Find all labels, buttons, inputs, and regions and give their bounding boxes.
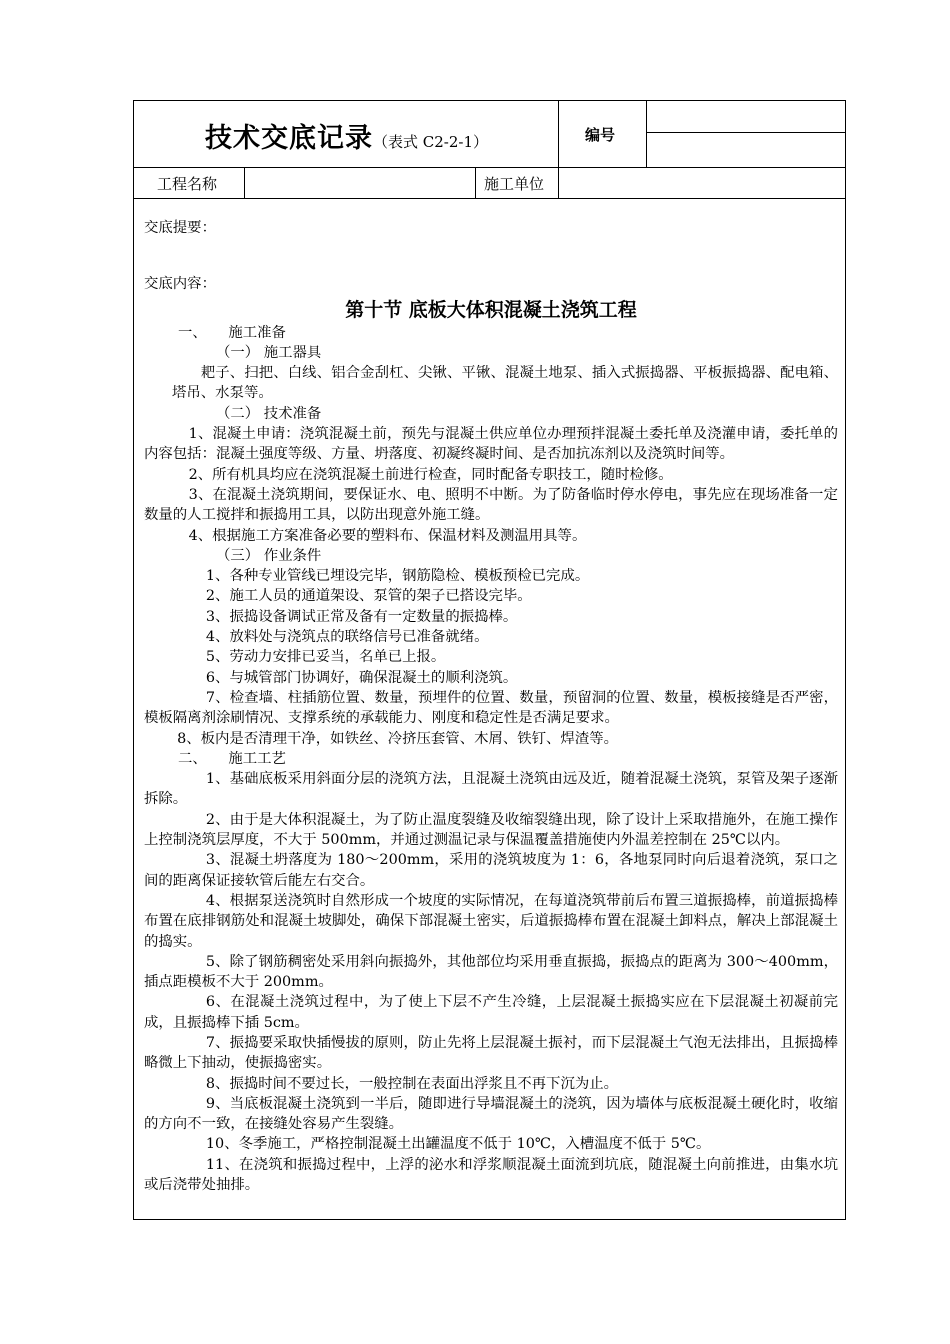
sub2-heading: （二） 技术准备 — [216, 405, 322, 422]
content-label: 交底内容： — [144, 276, 216, 293]
sub3-item: 3、振捣设备调试正常及备有一定数量的振捣棒。 — [205, 608, 518, 625]
part2-item: 11、在浇筑和振捣过程中，上浮的泌水和浮浆顺混凝土面流到坑底，随混凝土向前推进，由集水坑或后浇带处抽排。 — [144, 1156, 838, 1194]
part2-item: 1、基础底板采用斜面分层的浇筑方法，且混凝土浇筑由远及近，随着混凝土浇筑，泵管及架子逐渐拆除。 — [144, 771, 838, 808]
part2-item: 10、冬季施工，严格控制混凝土出罐温度不低于 10℃，入槽温度不低于 5℃。 — [205, 1136, 711, 1153]
form-title — [205, 116, 488, 155]
sub3-heading: （三） 作业条件 — [216, 547, 322, 564]
form-code: （表式 C2-2-1） — [373, 133, 489, 151]
sub3-item: 8、板内是否清理干净，如铁丝、冷挤压套管、木屑、铁钉、焊渣等。 — [177, 730, 618, 747]
part2-item: 2、由于是大体积混凝土，为了防止温度裂缝及收缩裂缝出现，除了设计上采取措施外，在施工操作上控制浇筑层厚度，不大于 500mm，并通过测温记录与保温覆盖措施使内外温差控制在 25℃以内。 — [144, 811, 838, 849]
part2-item: 6、在混凝土浇筑过程中，为了使上下层不产生冷缝，上层混凝土振捣实应在下层混凝土初凝前完成，且振捣棒下插 5cm。 — [144, 994, 838, 1031]
sub3-item: 7、检查墙、柱插筋位置、数量，预埋件的位置、数量，预留洞的位置、数量，模板接缝是否严密，模板隔离剂涂刷情况、支撑系统的承载能力、刚度和稳定性是否满足要求。 — [144, 689, 838, 727]
project-name-label: 工程名称 — [157, 175, 218, 193]
row-divider-3 — [558, 167, 559, 198]
construction-unit-label: 施工单位 — [484, 175, 545, 193]
part2-item: 8、振捣时间不要过长，一般控制在表面出浮浆且不再下沉为止。 — [205, 1075, 619, 1092]
project-row-bottom-line — [133, 198, 846, 199]
header-bottom-line — [133, 167, 846, 168]
number-inner-line — [646, 132, 846, 133]
sub2-item: 4、根据施工方案准备必要的塑料布、保温材料及测温用具等。 — [188, 527, 587, 544]
sub3-item: 1、各种专业管线已埋设完毕，钢筋隐检、模板预检已完成。 — [205, 568, 590, 585]
row-divider-2 — [475, 167, 476, 198]
sub2-item: 2、所有机具均应在浇筑混凝土前进行检查，同时配备专职技工，随时检修。 — [188, 466, 673, 483]
sub3-item: 5、劳动力安排已妥当，名单已上报。 — [205, 649, 446, 666]
sub3-item: 2、施工人员的通道架设、泵管的架子已搭设完毕。 — [205, 588, 532, 605]
part2-item: 4、根据泵送浇筑时自然形成一个坡度的实际情况，在每道浇筑带前后布置三道振捣棒，前道振捣棒布置在底排钢筋处和混凝土坡脚处，确保下部混凝土密实，后道振捣棒布置在混凝土卸料点，解决上部混凝土的捣实。 — [144, 892, 838, 950]
sub3-item: 6、与城管部门协调好，确保混凝土的顺利浇筑。 — [205, 669, 518, 686]
part2-heading: 二、 施工工艺 — [178, 750, 286, 767]
sub2-item: 3、在混凝土浇筑期间，要保证水、电、照明不中断。为了防备临时停水停电，事先应在现场准备一定数量的人工搅拌和振捣用工具，以防出现意外施工缝。 — [144, 486, 838, 524]
section-title: 第十节 底板大体积混凝土浇筑工程 — [345, 298, 637, 321]
part2-item: 9、当底板混凝土浇筑到一半后，随即进行导墙混凝土的浇筑，因为墙体与底板混凝土硬化时，收缩的方向不一致，在接缝处容易产生裂缝。 — [144, 1095, 838, 1133]
part1-heading: 一、 施工准备 — [178, 324, 286, 341]
sub2-item: 1、混凝土申请：浇筑混凝土前，预先与混凝土供应单位办理预拌混凝土委托单及浇灌申请，委托单的内容包括：混凝土强度等级、方量、坍落度、初凝终凝时间、是否加抗冻剂以及浇筑时间等。 — [144, 426, 838, 463]
sub1-text: 耙子、扫把、白线、铝合金刮杠、尖锹、平锹、混凝土地泵、插入式振捣器、平板振捣器、配电箱、塔吊、水泵等。 — [172, 365, 838, 402]
sub3-item: 4、放料处与浇筑点的联络信号已准备就绪。 — [205, 629, 489, 646]
disclosure-body — [144, 200, 838, 1195]
header-divider-1 — [558, 100, 559, 167]
number-label: 编号 — [585, 126, 616, 144]
part2-item: 3、混凝土坍落度为 180～200mm，采用的浇筑坡度为 1：6，各地泵同时向后退着浇筑，泵口之间的距离保证接软管后能左右交合。 — [144, 852, 838, 889]
sub1-heading: （一） 施工器具 — [216, 344, 322, 361]
part2-item: 5、除了钢筋稠密处采用斜向振捣外，其他部位均采用垂直振捣，振捣点的距离为 300～400mm，插点距模板不大于 200mm。 — [144, 953, 838, 991]
form-title-main: 技术交底记录 — [205, 123, 373, 154]
row-divider-1 — [244, 167, 245, 198]
part2-item: 7、振捣要采取快插慢拔的原则，防止先将上层混凝土振衬，而下层混凝土气泡无法排出，且振捣棒略微上下抽动，使振捣密实。 — [144, 1034, 838, 1072]
header-divider-2 — [646, 100, 647, 167]
summary-label: 交底提要： — [144, 220, 216, 236]
